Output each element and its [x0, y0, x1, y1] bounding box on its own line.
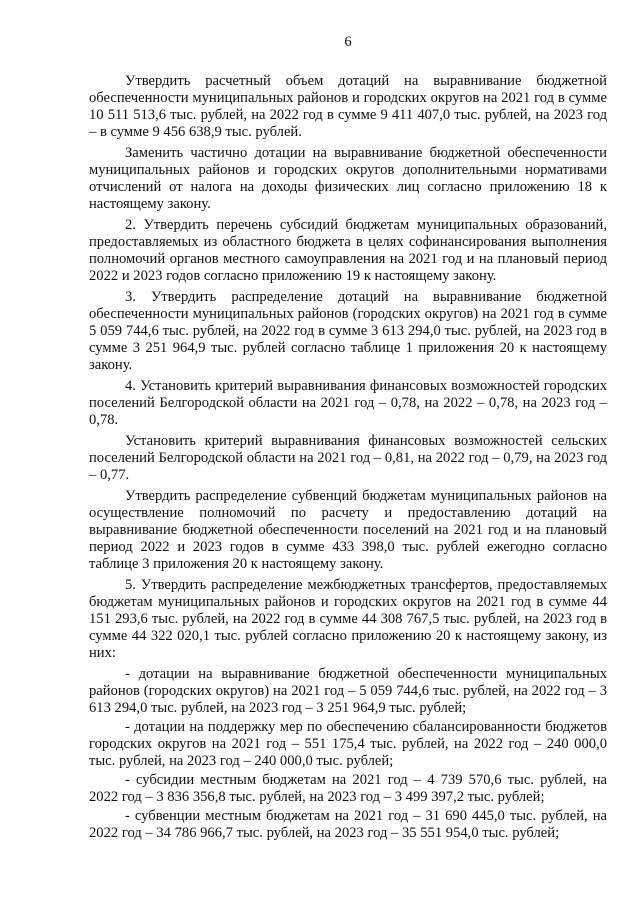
list-item-dotations-equalization: - дотации на выравнивание бюджетной обеспеченности муниципальных районов (городских округов) на 2021 год – 5 059 744,6 тыс. рублей, на 2022 год – 3 613 294,0 тыс. рублей, на 2023 год – 3 251 964,9 тыс. рублей; — [89, 666, 607, 716]
paragraph-dotation-volume: Утвердить расчетный объем дотаций на выравнивание бюджетной обеспеченности муниципальных районов и городских округов на 2021 год в сумме 10 511 513,6 тыс. рублей, на 2022 год в сумме 9 411 407,0 тыс. рублей, на 2023 год – в сумме 9 456 638,9 тыс. рублей. — [89, 73, 607, 140]
list-item-subsidies: - субсидии местным бюджетам на 2021 год – 4 739 570,6 тыс. рублей, на 2022 год – 3 836 356,8 тыс. рублей, на 2023 год – 3 499 397,2 тыс. рублей; — [89, 772, 607, 805]
list-item-subventions: - субвенции местным бюджетам на 2021 год – 31 690 445,0 тыс. рублей, на 2022 год – 34 786 966,7 тыс. рублей, на 2023 год – 35 551 954,0 тыс. рублей; — [89, 808, 607, 841]
paragraph-rural-criterion: Установить критерий выравнивания финансовых возможностей сельских поселений Белгородской области на 2021 год – 0,81, на 2022 год – 0,79, на 2023 год – 0,77. — [89, 433, 607, 483]
list-item-dotations-balance: - дотации на поддержку мер по обеспечению сбалансированности бюджетов городских округов на 2021 год – 551 175,4 тыс. рублей, на 2022 год – 240 000,0 тыс. рублей, на 2023 год – 240 000,0 тыс. рублей; — [89, 719, 607, 769]
paragraph-item-2-subsidies-list: 2. Утвердить перечень субсидий бюджетам муниципальных образований, предоставляемых из областного бюджета в целях софинансирования выполнения полномочий органов местного самоуправления на 2021 год и на плановый период 2022 и 2023 годов согласно приложению 19 к настоящему закону. — [89, 217, 607, 284]
paragraph-item-5-transfers: 5. Утвердить распределение межбюджетных трансфертов, предоставляемых бюджетам муниципальных районов и городских округов на 2021 год в сумме 44 151 293,6 тыс. рублей, на 2022 год в сумме 44 308 767,5 тыс. рублей, на 2023 год в сумме 44 322 020,1 тыс. рублей согласно приложению 20 к настоящему закону, из них: — [89, 577, 607, 661]
paragraph-item-4-urban-criterion: 4. Установить критерий выравнивания финансовых возможностей городских поселений Белгородской области на 2021 год – 0,78, на 2022 – 0,78, на 2023 год – 0,78. — [89, 378, 607, 428]
paragraph-item-3-dotation-distribution: 3. Утвердить распределение дотаций на выравнивание бюджетной обеспеченности муниципальных районов (городских округов) на 2021 год в сумме 5 059 744,6 тыс. рублей, на 2022 год в сумме 3 613 294,0 тыс. рублей, на 2023 год в сумме 3 251 964,9 тыс. рублей согласно таблице 1 приложения 20 к настоящему закону. — [89, 289, 607, 373]
paragraph-dotation-replacement: Заменить частично дотации на выравнивание бюджетной обеспеченности муниципальных районов и городских округов дополнительными нормативами отчислений от налога на доходы физических лиц согласно приложению 18 к настоящему закону. — [89, 145, 607, 212]
page-number: 6 — [344, 34, 352, 50]
paragraph-subventions-distribution: Утвердить распределение субвенций бюджетам муниципальных районов на осуществление полномочий по расчету и предоставлению дотаций на выравнивание бюджетной обеспеченности поселений на 2021 год и на плановый период 2022 и 2023 годов в сумме 433 398,0 тыс. рублей ежегодно согласно таблице 3 приложения 20 к настоящему закону. — [89, 488, 607, 572]
